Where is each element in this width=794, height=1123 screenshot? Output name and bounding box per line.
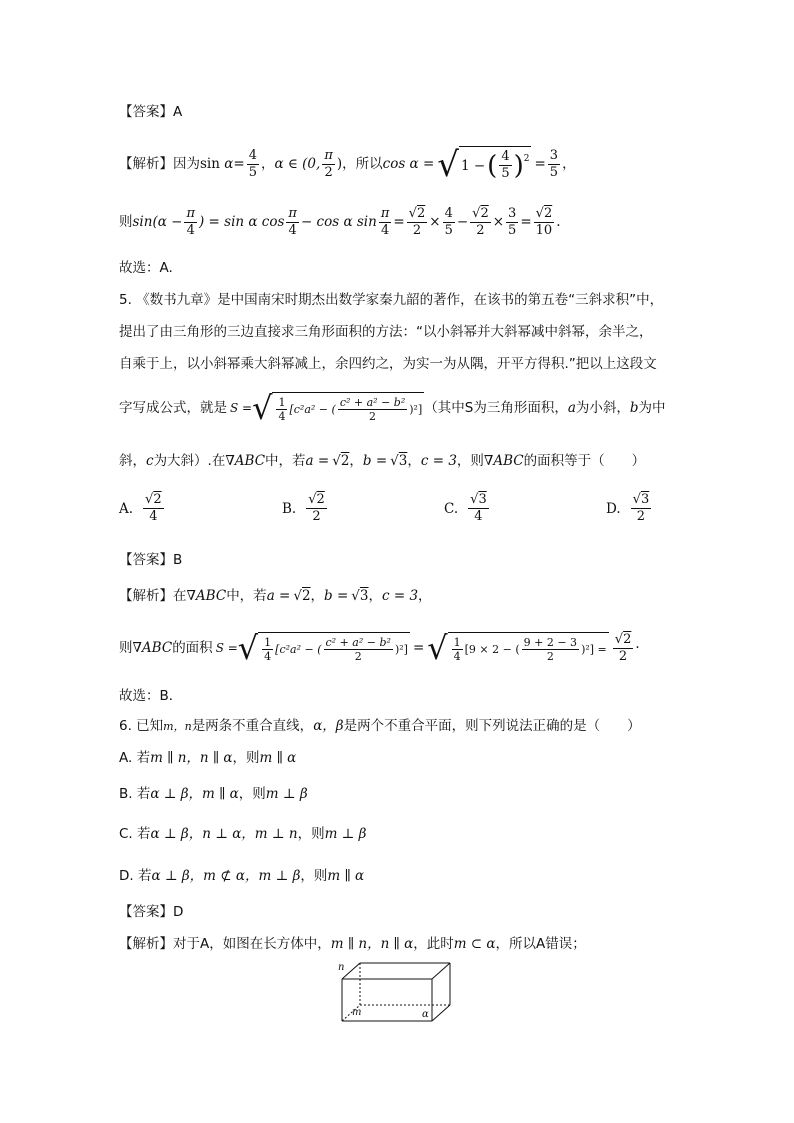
fraction — [499, 149, 511, 182]
analysis-label: 【解析】 — [119, 936, 173, 952]
numerator: 4 — [248, 147, 257, 163]
radical-sign: √ — [237, 629, 259, 667]
math-a-eq: a = — [305, 453, 330, 469]
choose-2: 故选：B． — [119, 688, 183, 704]
math-text: [9 × 2 − ( — [464, 642, 520, 656]
math-result: m ⊥ β — [324, 826, 367, 842]
math-times: × — [492, 214, 505, 230]
paren: ) — [513, 150, 524, 181]
math-text: )²] — [394, 642, 408, 656]
numerator: π — [186, 205, 195, 221]
numerator: 1 — [278, 396, 286, 409]
fraction — [338, 396, 407, 423]
math-b-eq: b = — [324, 588, 349, 604]
math-text: 1 − — [460, 157, 486, 174]
text: 对于A，如图在长方体中， — [173, 936, 331, 952]
option-label: C. — [444, 500, 459, 517]
fraction — [184, 206, 197, 239]
math-triangle: ∇ABC — [186, 588, 227, 604]
text: 是两条不重合直线， — [191, 718, 314, 734]
q5-line-3: 自乘于上，以小斜幂乘大斜幂减上，余四约之，为实一为从隅，开平方得积.”把以上这段文 — [119, 356, 657, 372]
math-condition: α ⊥ β，n ⊥ α，m ⊥ n — [150, 826, 298, 842]
option-b[interactable] — [282, 492, 329, 525]
numerator: π — [324, 147, 333, 163]
denominator: 4 — [474, 509, 483, 524]
denominator: 2 — [618, 648, 628, 664]
denominator: 2 — [546, 650, 554, 663]
fraction — [407, 206, 428, 239]
radicand — [272, 392, 424, 424]
fraction — [452, 636, 463, 663]
numerator: √2 — [535, 205, 553, 221]
math-result: m ∥ α — [259, 750, 297, 766]
denominator: 5 — [501, 166, 510, 181]
math-eq: = — [393, 214, 405, 230]
denominator: 4 — [453, 650, 461, 663]
fraction — [286, 206, 299, 239]
fraction — [631, 492, 652, 525]
option-c[interactable] — [444, 492, 491, 525]
numerator: √2 — [308, 492, 325, 507]
label-n: n — [338, 962, 345, 973]
text: 的面积 — [172, 640, 213, 656]
option-label: C. 若 — [119, 826, 151, 842]
math-S: S = — [215, 641, 238, 655]
q5-analysis-1 — [119, 584, 432, 608]
math-c: c — [146, 453, 154, 469]
numerator: √3 — [470, 492, 487, 507]
fraction — [322, 148, 335, 181]
math-triangle: ∇ABC — [483, 453, 524, 469]
option-label: A. 若 — [119, 750, 151, 766]
numerator: π — [380, 205, 390, 221]
label-m: m — [352, 1007, 362, 1018]
math-dot: · — [635, 640, 640, 656]
text: 的面积等于（ ） — [523, 453, 646, 469]
exponent: 2 — [523, 154, 530, 164]
text: ，则 — [300, 868, 328, 884]
choose-1: 故选：A. — [119, 260, 173, 276]
text: 在 — [173, 588, 187, 604]
denominator: 4 — [186, 222, 195, 238]
q5-line-4 — [119, 386, 666, 430]
math-sqrt3: √3 — [351, 588, 369, 604]
math-S: S = — [230, 401, 253, 415]
text: 因为 — [173, 156, 200, 172]
math-cos: cos α = — [382, 156, 435, 172]
fraction — [506, 206, 518, 239]
numerator: √2 — [472, 205, 489, 221]
math-text: )²] — [409, 402, 423, 416]
radicand — [258, 632, 410, 664]
denominator: 2 — [412, 222, 422, 238]
text: ，此时 — [413, 936, 454, 952]
math-triangle: ∇ABC — [225, 453, 266, 469]
math-interval: α ∈ (0, — [274, 156, 321, 172]
q6-option-b[interactable] — [119, 784, 308, 804]
option-a[interactable] — [119, 492, 166, 525]
text: 斜， — [119, 453, 146, 469]
math-result: m ⊥ β — [265, 786, 308, 802]
math-text: [c²a² − ( — [275, 642, 322, 656]
text: ，则 — [238, 786, 266, 802]
sqrt — [237, 629, 410, 667]
math-ab: α，β — [313, 718, 344, 734]
sqrt — [437, 145, 531, 185]
fraction — [470, 206, 491, 239]
math-b: b — [629, 400, 639, 416]
math-expr: ) = sin α cos — [198, 214, 285, 230]
numerator: 4 — [444, 205, 453, 221]
denominator: 4 — [264, 650, 272, 663]
option-label: A. — [119, 500, 134, 517]
option-label: B. — [282, 500, 297, 517]
math-sqrt2: √2 — [332, 453, 350, 469]
text: 为小斜， — [575, 400, 630, 416]
fraction — [548, 148, 560, 181]
sqrt — [427, 629, 609, 667]
math-eq: = — [534, 156, 546, 172]
radical-sign: √ — [437, 145, 459, 185]
q5-line-5 — [119, 449, 645, 473]
q6-option-d[interactable] — [119, 866, 364, 886]
denominator: 4 — [278, 410, 286, 423]
numerator: √2 — [145, 492, 162, 507]
q5-line-2: 提出了由三角形的三边直接求三角形面积的方法：“以小斜幂并大斜幂减中斜幂，余半之， — [119, 324, 653, 340]
denominator: 5 — [508, 222, 517, 238]
fraction — [262, 636, 273, 663]
math-condition: m ∥ n，n ∥ α — [150, 750, 233, 766]
text: ，所以 — [342, 156, 383, 172]
math-c-eq: c = 3 — [382, 588, 419, 604]
analysis-label: 【解析】 — [119, 588, 173, 604]
cuboid-figure — [336, 955, 466, 1027]
math-expr: − cos α sin — [300, 214, 377, 230]
math-close: ) — [336, 156, 343, 172]
numerator: 9 + 2 − 3 — [523, 636, 578, 649]
denominator: 2 — [476, 222, 485, 238]
analysis-line-1 — [119, 142, 576, 186]
sqrt — [252, 389, 424, 427]
math-eq: = — [233, 156, 245, 172]
text: ，所以A错误； — [495, 936, 586, 952]
q6-stem — [119, 716, 641, 737]
math-text: )²] = — [581, 642, 607, 656]
text: ，则 — [232, 750, 260, 766]
answer-label-3: 【答案】D — [119, 904, 184, 920]
fraction — [306, 492, 327, 525]
paren: ( — [487, 150, 498, 181]
label-alpha: α — [422, 1009, 429, 1020]
fraction — [522, 636, 579, 663]
text: 中，若 — [265, 453, 306, 469]
text: 6. 已知 — [119, 718, 164, 734]
radical-sign: √ — [252, 389, 273, 427]
text: 则 — [119, 640, 133, 656]
fraction — [324, 636, 393, 663]
math-a: a — [567, 400, 576, 416]
denominator: 4 — [380, 222, 390, 238]
numerator: 4 — [501, 149, 510, 164]
fraction — [379, 206, 392, 239]
radicand — [459, 146, 532, 182]
denominator: 10 — [535, 222, 553, 238]
denominator: 4 — [288, 222, 297, 238]
denominator: 2 — [636, 509, 646, 524]
q6-analysis-1 — [119, 934, 586, 954]
math-triangle: ∇ABC — [132, 640, 173, 656]
fraction — [534, 206, 555, 239]
q6-option-c[interactable] — [119, 824, 366, 844]
text: ， — [418, 588, 432, 604]
math-dot: . — [556, 214, 561, 230]
text: ， — [310, 588, 325, 604]
numerator: π — [288, 205, 297, 221]
fraction — [247, 148, 259, 181]
denominator: 2 — [324, 164, 333, 180]
bottom-right-depth-edge — [432, 1005, 450, 1021]
text: ， — [349, 453, 363, 469]
math-eq: = — [520, 214, 532, 230]
q5-analysis-2 — [119, 626, 640, 670]
answer-label-1: 【答案】A — [119, 104, 183, 120]
fraction — [613, 632, 634, 665]
math-a-eq: a = — [266, 588, 291, 604]
text: （其中S为三角形面积， — [424, 400, 568, 416]
numerator: √2 — [614, 631, 632, 647]
math-condition: α ⊥ β，m ∥ α — [150, 786, 239, 802]
fraction — [143, 492, 164, 525]
analysis-line-2 — [119, 202, 561, 242]
math-sqrt2: √2 — [293, 588, 311, 604]
option-label: D. 若 — [119, 868, 152, 884]
denominator: 5 — [549, 164, 559, 180]
analysis-label: 【解析】 — [119, 156, 173, 172]
top-right-depth-edge — [432, 963, 450, 979]
math-b-eq: b = — [362, 453, 388, 469]
radical-sign: √ — [427, 629, 448, 667]
math-alpha: α — [224, 156, 234, 172]
text: 是两个不重合平面，则下列说法正确的是（ ） — [343, 718, 641, 734]
option-label: D. — [606, 500, 621, 517]
math-result: m ∥ α — [327, 868, 365, 884]
math-mn: m，n — [163, 720, 192, 733]
math-expr: sin(α − — [132, 214, 183, 230]
text: ， — [260, 156, 275, 172]
text: 字写成公式，就是 — [119, 400, 227, 416]
math-condition: α ⊥ β，m ⊄ α，m ⊥ β — [151, 868, 301, 884]
math-subset: m ⊂ α — [453, 936, 496, 952]
q5-line-1: 5. 《数书九章》是中国南宋时期杰出数学家秦九韶的著作，在该书的第五卷“三斜求积”中， — [119, 292, 664, 308]
math-sin: sin — [200, 156, 220, 172]
option-label: B. 若 — [119, 786, 151, 802]
text: 则 — [119, 214, 133, 230]
numerator: 1 — [453, 636, 461, 649]
text: ，则 — [456, 453, 484, 469]
text: 为大斜）.在 — [153, 453, 226, 469]
denominator: 4 — [149, 509, 158, 524]
text: ， — [407, 453, 421, 469]
radicand — [448, 632, 609, 664]
numerator: c² + a² − b² — [339, 396, 406, 409]
numerator: √3 — [632, 492, 650, 507]
math-eq: = — [412, 640, 425, 656]
denominator: 2 — [369, 410, 377, 423]
denominator: 5 — [248, 164, 257, 180]
denominator: 5 — [444, 222, 453, 238]
text: 中，若 — [226, 588, 267, 604]
answer-label-2: 【答案】B — [119, 552, 183, 568]
fraction — [276, 396, 287, 423]
math-c-eq: c = 3 — [420, 453, 457, 469]
q6-option-a[interactable] — [119, 748, 296, 768]
fraction — [468, 492, 489, 525]
math-text: [c²a² − ( — [289, 402, 336, 416]
numerator: 3 — [508, 205, 517, 221]
numerator: c² + a² − b² — [325, 636, 391, 649]
text: 为中 — [638, 400, 666, 416]
denominator: 2 — [354, 650, 362, 663]
math-condition: m ∥ n，n ∥ α — [330, 936, 414, 952]
numerator: √2 — [408, 205, 426, 221]
math-times: × — [429, 214, 441, 230]
denominator: 2 — [312, 509, 321, 524]
text: ，则 — [297, 826, 325, 842]
option-d[interactable] — [606, 492, 653, 525]
numerator: 3 — [549, 147, 559, 163]
math-minus: − — [456, 214, 469, 230]
text: ， — [368, 588, 382, 604]
numerator: 1 — [264, 636, 272, 649]
math-sqrt3: √3 — [390, 453, 408, 469]
fraction — [443, 206, 455, 239]
top-left-depth-edge — [342, 963, 360, 979]
text: ， — [562, 156, 576, 172]
